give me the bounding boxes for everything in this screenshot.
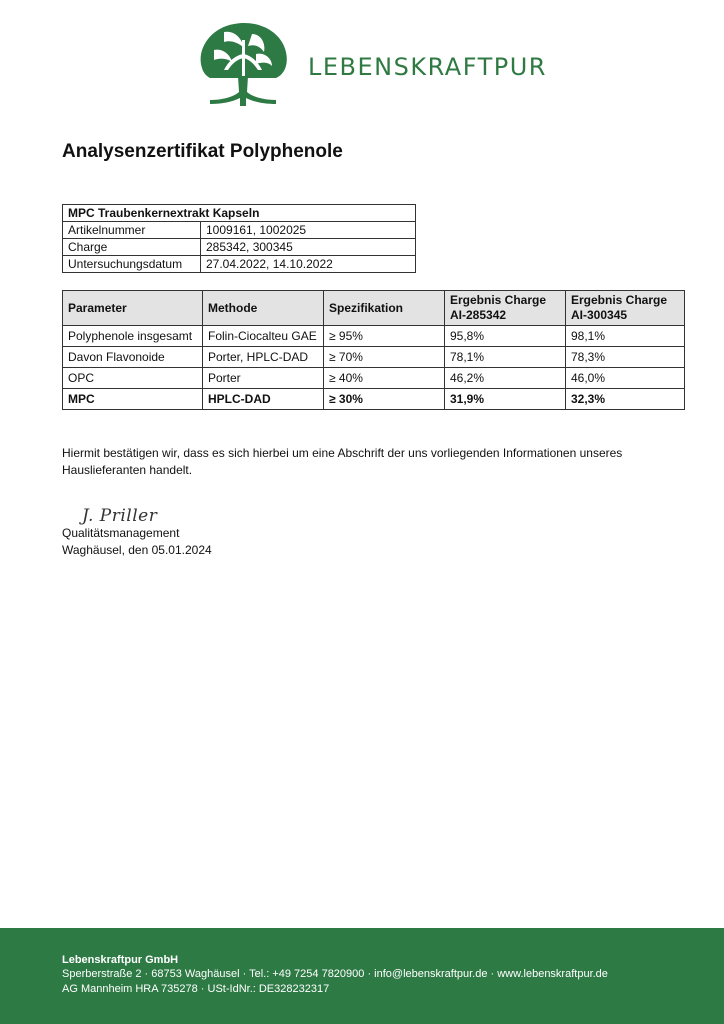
table-header-row	[63, 291, 685, 326]
tree-icon	[194, 20, 292, 112]
page-title: Analysenzertifikat Polyphenole	[62, 141, 343, 162]
header-result-1	[445, 291, 566, 326]
cell-parameter: Davon Flavonoide	[63, 347, 203, 368]
row-value: 27.04.2022, 14.10.2022	[201, 256, 416, 273]
cell-parameter: OPC	[63, 368, 203, 389]
cell-spec: ≥ 30%	[324, 389, 445, 410]
brand-name: LEBENSKRAFTPUR	[308, 53, 547, 81]
cell-method: HPLC-DAD	[203, 389, 324, 410]
confirmation-text: Hiermit bestätigen wir, dass es sich hierbei um eine Abschrift der uns vorliegenden Informationen unseres Hauslieferanten handelt.	[62, 446, 623, 477]
cell-method: Folin-Ciocalteu GAE	[203, 326, 324, 347]
footer-registry: AG Mannheim HRA 735278 · USt-IdNr.: DE328232317	[62, 983, 330, 995]
header-result-1-line1: Ergebnis Charge	[450, 293, 547, 307]
table-row	[63, 389, 685, 410]
cell-result-2: 32,3%	[566, 389, 685, 410]
cell-parameter: Polyphenole insgesamt	[63, 326, 203, 347]
cell-result-1: 95,8%	[445, 326, 566, 347]
signature-department: Qualitätsmanagement	[62, 526, 180, 540]
row-label: Untersuchungsdatum	[63, 256, 201, 273]
header-result-2	[566, 291, 685, 326]
footer-address: Sperberstraße 2 · 68753 Waghäusel · Tel.: +49 7254 7820900 · info@lebenskraftpur.de · www.lebenskraftpur.de	[62, 968, 608, 980]
signature-place-date: Waghäusel, den 05.01.2024	[62, 543, 212, 557]
cell-parameter: MPC	[63, 389, 203, 410]
table-row	[63, 222, 416, 239]
header-parameter: Parameter	[63, 291, 203, 326]
results-table	[62, 290, 685, 410]
header-result-1-line2: AI-285342	[450, 308, 507, 322]
product-name: MPC Traubenkernextrakt Kapseln	[63, 205, 416, 222]
footer-company: Lebenskraftpur GmbH	[62, 954, 179, 966]
header-spec: Spezifikation	[324, 291, 445, 326]
cell-spec: ≥ 95%	[324, 326, 445, 347]
row-value: 285342, 300345	[201, 239, 416, 256]
cell-method: Porter, HPLC-DAD	[203, 347, 324, 368]
cell-result-1: 46,2%	[445, 368, 566, 389]
row-label: Charge	[63, 239, 201, 256]
table-row	[63, 256, 416, 273]
cell-method: Porter	[203, 368, 324, 389]
row-value: 1009161, 1002025	[201, 222, 416, 239]
table-row	[63, 239, 416, 256]
cell-spec: ≥ 70%	[324, 347, 445, 368]
cell-result-1: 31,9%	[445, 389, 566, 410]
cell-spec: ≥ 40%	[324, 368, 445, 389]
row-label: Artikelnummer	[63, 222, 201, 239]
cell-result-2: 98,1%	[566, 326, 685, 347]
header-method: Methode	[203, 291, 324, 326]
table-row	[63, 347, 685, 368]
header-result-2-line2: AI-300345	[571, 308, 628, 322]
cell-result-2: 78,3%	[566, 347, 685, 368]
table-row	[63, 326, 685, 347]
footer	[0, 928, 724, 1024]
table-row	[63, 368, 685, 389]
company-logo	[194, 20, 554, 115]
header-result-2-line1: Ergebnis Charge	[571, 293, 668, 307]
cell-result-1: 78,1%	[445, 347, 566, 368]
cell-result-2: 46,0%	[566, 368, 685, 389]
product-info-table	[62, 204, 416, 273]
table-row	[63, 205, 416, 222]
signature: J. Priller	[82, 506, 158, 526]
